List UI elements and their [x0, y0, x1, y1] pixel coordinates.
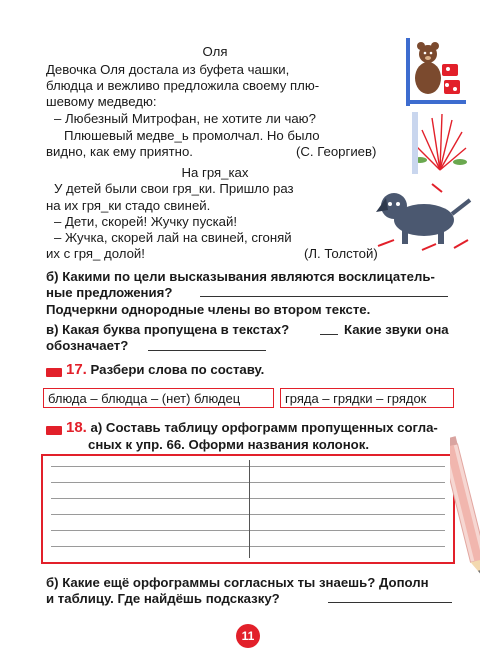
answer-table[interactable]: [41, 454, 455, 564]
word-box-2: гряда – грядки – грядок: [280, 388, 454, 408]
text1-line: блюдца и вежливо предложила своему плю-: [46, 78, 320, 93]
pencil-illustration: [450, 432, 480, 582]
text2-line: – Жучка, скорей лай на свиней, сгоняй: [54, 230, 292, 245]
question-b-line2: ные предложения?: [46, 285, 173, 300]
text1-line: Плюшевый медве_ь промолчал. Но было: [64, 128, 320, 143]
text2-line: их с гря_ долой!: [46, 246, 145, 261]
table-ruling: [51, 530, 445, 531]
word-box-1: блюда – блюдца – (нет) блюдец: [43, 388, 274, 408]
answer-blank[interactable]: [320, 334, 338, 335]
table-ruling: [51, 546, 445, 547]
table-ruling: [51, 466, 445, 467]
page-number: 11: [236, 624, 260, 648]
table-column-divider: [249, 460, 250, 558]
task17-number: 17.: [66, 361, 87, 378]
answer-line[interactable]: [328, 602, 452, 603]
question-b-line1: б) Какими по цели высказывания являются восклицатель-: [46, 269, 435, 284]
text1-line: видно, как ему приятно.: [46, 144, 193, 159]
text1-author: (С. Георгиев): [296, 144, 377, 159]
text2-author: (Л. Толстой): [304, 246, 378, 261]
table-ruling: [51, 514, 445, 515]
table-ruling: [51, 482, 445, 483]
question-v-line1b: Какие звуки она: [344, 322, 449, 337]
task-marker: [46, 368, 62, 377]
text2-line: У детей были свои гря_ки. Пришло раз: [54, 181, 294, 196]
answer-line[interactable]: [148, 350, 266, 351]
text2-line: – Дети, скорей! Жучку пускай!: [54, 214, 238, 229]
question-v-line2: обозначает?: [46, 338, 129, 353]
text2-line: на их гря_ки стадо свиней.: [46, 198, 211, 213]
answer-line[interactable]: [200, 296, 448, 297]
task-marker: [46, 426, 62, 435]
text1-title: Оля: [202, 44, 228, 59]
task18-q-line2: и таблицу. Где найдёшь подсказку?: [46, 591, 280, 606]
table-ruling: [51, 498, 445, 499]
text1-line: – Любезный Митрофан, не хотите ли чаю?: [54, 111, 316, 126]
flower-illustration: [408, 110, 472, 176]
task17-text: Разбери слова по составу.: [90, 362, 265, 377]
text2-title: На гря_ках: [181, 165, 249, 180]
dog-illustration: [372, 178, 476, 254]
bear-toy-illustration: [398, 36, 470, 106]
task18-line2: сных к упр. 66. Оформи названия колонок.: [88, 437, 369, 452]
underline-task: Подчеркни однородные члены во втором тексте.: [46, 302, 371, 317]
task18-number: 18.: [66, 419, 87, 436]
text1-line: Девочка Оля достала из буфета чашки,: [46, 62, 290, 77]
task18-q-line1: б) Какие ещё орфограммы согласных ты знаешь? Дополн: [46, 575, 429, 590]
text1-line: шевому медведю:: [46, 94, 157, 109]
task18-header: [66, 420, 438, 436]
task18-line1: а) Составь таблицу орфограмм пропущенных согла-: [90, 420, 438, 435]
question-v-line1: в) Какая буква пропущена в текстах?: [46, 322, 290, 337]
task17-header: [66, 362, 264, 378]
